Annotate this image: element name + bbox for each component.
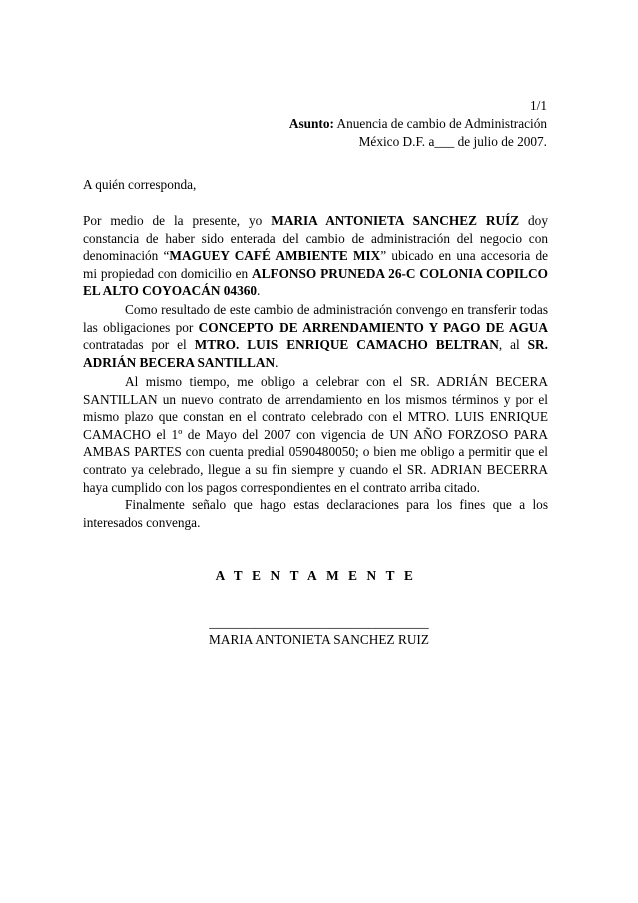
signature-name: MARIA ANTONIETA SANCHEZ RUIZ [209, 632, 429, 647]
paragraph-1 [83, 212, 548, 300]
p2-text-4: . [275, 354, 279, 370]
subject-text: Anuencia de cambio de Administración [333, 116, 547, 131]
paragraph-2 [83, 301, 548, 371]
paragraph-3: Al mismo tiempo, me obligo a celebrar con el SR. ADRIÁN BECERA SANTILLAN un nuevo contrato de arrendamiento en los mismos términos y por el mismo plazo que constan en el contrato celebrado con el MTRO. LUIS ENRIQUE CAMACHO el 1º de Mayo del 2007 con vigencia de UN AÑO FORZOSO PARA AMBAS PARTES con cuenta predial 0590480050; o bien me obligo a permitir que el contrato ya celebrado, llegue a su fin siempre y cuando el SR. ADRIAN BECERRA haya cumplido con los pagos correspondientes en el contrato arriba citado. [83, 374, 548, 495]
p1-text-1: Por medio de la presente, yo [83, 213, 272, 228]
p1-text-4: . [257, 283, 261, 299]
p1-bold-name: MARIA ANTONIETA SANCHEZ RUÍZ [271, 213, 520, 228]
salutation: A quién corresponda, [83, 177, 197, 192]
place-date: México D.F. a___ de julio de 2007. [358, 134, 547, 149]
p1-text-3: ” ubicado en una accesoria de mi propiedad con domicilio en [83, 248, 548, 281]
page-number: 1/1 [530, 98, 547, 113]
paragraph-4: Finalmente señalo que hago estas declaraciones para los fines que a los interesados convenga. [83, 497, 548, 530]
p2-text-2: contratadas por el [83, 337, 195, 353]
p2-bold-sr: SR. ADRIÁN BECERA SANTILLAN [83, 337, 548, 370]
p1-bold-address: ALFONSO PRUNEDA 26-C COLONIA COPILCO EL ALTO COYOACÁN 04360 [83, 265, 548, 299]
subject-label: Asunto: [288, 116, 334, 131]
p1-text-2: doy constancia de haber sido enterada del cambio de administración del negocio con denominación “ [83, 213, 548, 264]
p2-bold-mtro: MTRO. LUIS ENRIQUE CAMACHO BELTRAN [194, 337, 499, 353]
p2-text-3: , al [498, 337, 528, 353]
p2-text-1: Como resultado de este cambio de administración convengo en transferir todas las obligaciones por [83, 302, 548, 335]
p2-bold-concept: CONCEPTO DE ARRENDAMIENTO Y PAGO DE AGUA [198, 319, 548, 335]
signature-line: _________________________________ [209, 615, 429, 630]
closing-atentamente: ATENTAMENTE [215, 568, 423, 583]
p1-bold-business: MAGUEY CAFÉ AMBIENTE MIX [169, 248, 381, 264]
subject-line [289, 115, 547, 133]
